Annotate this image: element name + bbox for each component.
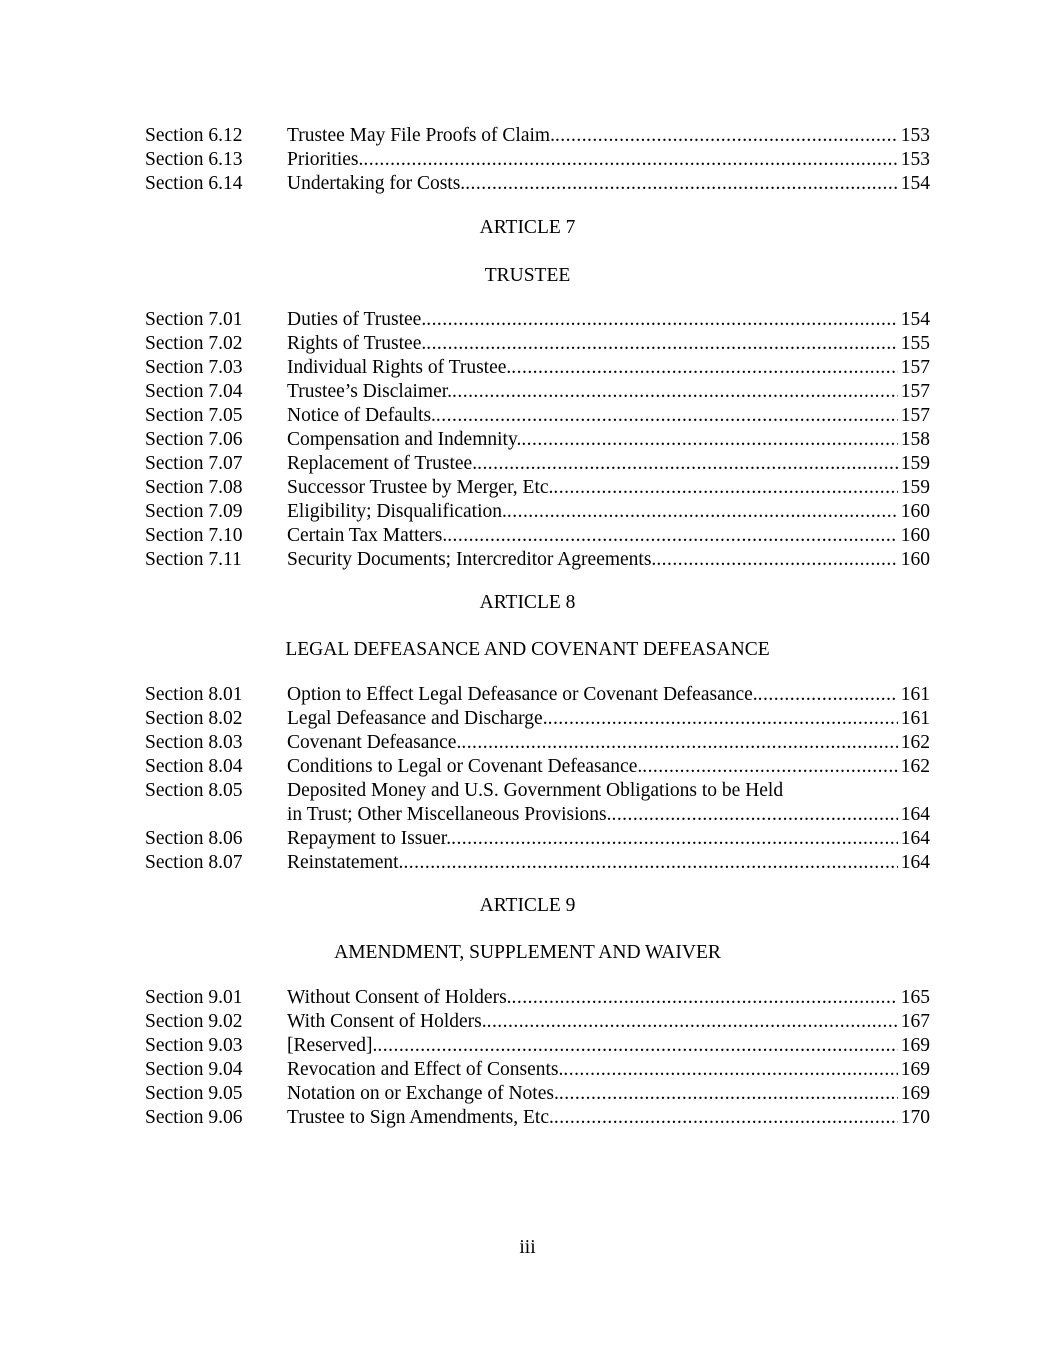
- page-reference: 162: [900, 732, 930, 753]
- section-number: Section 9.01: [145, 987, 243, 1008]
- page-reference: 161: [900, 708, 930, 729]
- section-number: Section 8.05: [145, 780, 243, 801]
- page-reference: 169: [900, 1035, 930, 1056]
- section-number: Section 8.01: [145, 684, 243, 705]
- section-number: Section 8.04: [145, 756, 243, 777]
- dot-leader: [452, 380, 898, 404]
- article-9-label: ARTICLE 9: [479, 895, 576, 916]
- page-reference: 170: [900, 1107, 930, 1128]
- toc-entry: [145, 476, 930, 500]
- section-title: Successor Trustee by Merger, Etc.: [287, 477, 554, 498]
- section-number: Section 6.12: [145, 125, 243, 146]
- toc-entry: [145, 124, 930, 148]
- page-reference: 164: [900, 804, 930, 825]
- toc-entry: [145, 428, 930, 452]
- dot-leader: [426, 332, 898, 356]
- section-title: Trustee to Sign Amendments, Etc.: [287, 1107, 554, 1128]
- page-reference: 157: [900, 381, 930, 402]
- section-number: Section 7.03: [145, 357, 243, 378]
- toc-entry: [145, 404, 930, 428]
- toc-entry: [145, 356, 930, 380]
- page-reference: 157: [900, 405, 930, 426]
- section-number: Section 6.14: [145, 173, 243, 194]
- section-number: Section 9.05: [145, 1083, 243, 1104]
- section-number: Section 7.11: [145, 549, 242, 570]
- toc-entry: [145, 148, 930, 172]
- toc-entry: [145, 779, 930, 803]
- section-number: Section 8.06: [145, 828, 243, 849]
- toc-entry: [145, 986, 930, 1010]
- toc-entry: [145, 524, 930, 548]
- dot-leader: [554, 1106, 898, 1130]
- section-title: Reinstatement.: [287, 852, 404, 873]
- dot-leader: [403, 851, 897, 875]
- section-number: Section 7.07: [145, 453, 243, 474]
- toc-entry: [145, 755, 930, 779]
- section-number: Section 7.02: [145, 333, 243, 354]
- section-number: Section 9.03: [145, 1035, 243, 1056]
- section-title: Security Documents; Intercreditor Agreements.: [287, 549, 657, 570]
- section-number: Section 8.02: [145, 708, 243, 729]
- section-title: [Reserved].: [287, 1035, 378, 1056]
- section-number: Section 6.13: [145, 149, 243, 170]
- section-number: Section 9.06: [145, 1107, 243, 1128]
- section-title: Eligibility; Disqualification.: [287, 501, 507, 522]
- section-title: Deposited Money and U.S. Government Obligations to be Held: [287, 780, 784, 801]
- dot-leader: [563, 1058, 897, 1082]
- section-number: Section 9.04: [145, 1059, 243, 1080]
- section-number: Section 8.07: [145, 852, 243, 873]
- section-title: Revocation and Effect of Consents.: [287, 1059, 564, 1080]
- section-number: Section 7.05: [145, 405, 243, 426]
- dot-leader: [642, 755, 898, 779]
- article-7-label: ARTICLE 7: [479, 217, 576, 238]
- section-title-continuation: in Trust; Other Miscellaneous Provisions.: [287, 804, 612, 825]
- page-reference: 169: [900, 1083, 930, 1104]
- section-number: Section 8.03: [145, 732, 243, 753]
- dot-leader: [377, 1034, 897, 1058]
- section-number: Section 7.01: [145, 309, 243, 330]
- toc-entry: [145, 172, 930, 196]
- dot-leader: [512, 986, 898, 1010]
- page-reference: 160: [900, 525, 930, 546]
- toc-entry: [145, 1058, 930, 1082]
- section-number: Section 7.10: [145, 525, 243, 546]
- section-title: Without Consent of Holders.: [287, 987, 512, 1008]
- section-title: Undertaking for Costs.: [287, 173, 466, 194]
- section-title: Replacement of Trustee.: [287, 453, 478, 474]
- section-title: Legal Defeasance and Discharge.: [287, 708, 548, 729]
- page-reference: 159: [900, 453, 930, 474]
- section-title: Notation on or Exchange of Notes.: [287, 1083, 559, 1104]
- section-title: Compensation and Indemnity.: [287, 429, 522, 450]
- toc-entry: [145, 827, 930, 851]
- article-8-label: ARTICLE 8: [479, 592, 576, 613]
- toc-entry: [145, 1106, 930, 1130]
- section-title: Rights of Trustee.: [287, 333, 427, 354]
- toc-entry: [145, 452, 930, 476]
- article-7-heading: TRUSTEE: [484, 265, 571, 286]
- section-number: Section 9.02: [145, 1011, 243, 1032]
- page-reference: 158: [900, 429, 930, 450]
- section-title: Duties of Trustee.: [287, 309, 427, 330]
- section-title: Conditions to Legal or Covenant Defeasance.: [287, 756, 643, 777]
- dot-leader: [451, 827, 898, 851]
- article-9-heading: AMENDMENT, SUPPLEMENT AND WAIVER: [334, 942, 721, 963]
- toc-entry: [145, 308, 930, 332]
- dot-leader: [461, 731, 897, 755]
- section-title: Option to Effect Legal Defeasance or Covenant Defeasance.: [287, 684, 758, 705]
- section-number: Section 7.08: [145, 477, 243, 498]
- dot-leader: [521, 428, 897, 452]
- dot-leader: [548, 707, 898, 731]
- section-title: Covenant Defeasance.: [287, 732, 462, 753]
- section-title: Certain Tax Matters.: [287, 525, 448, 546]
- section-title: With Consent of Holders.: [287, 1011, 487, 1032]
- dot-leader: [426, 308, 898, 332]
- section-title: Notice of Defaults.: [287, 405, 436, 426]
- dot-leader: [363, 148, 897, 172]
- section-title: Trustee May File Proofs of Claim.: [287, 125, 555, 146]
- page-reference: 164: [900, 852, 930, 873]
- section-title: Individual Rights of Trustee.: [287, 357, 512, 378]
- toc-entry: [145, 1034, 930, 1058]
- section-title: Repayment to Issuer.: [287, 828, 452, 849]
- dot-leader: [465, 172, 898, 196]
- toc-entry: [145, 332, 930, 356]
- page-reference: 160: [900, 501, 930, 522]
- page-reference: 153: [900, 149, 930, 170]
- dot-leader: [447, 524, 898, 548]
- toc-entry: [145, 1010, 930, 1034]
- section-number: Section 7.09: [145, 501, 243, 522]
- dot-leader: [507, 500, 898, 524]
- section-number: Section 7.06: [145, 429, 243, 450]
- dot-leader: [559, 1082, 898, 1106]
- toc-entry: [145, 707, 930, 731]
- dot-leader: [477, 452, 898, 476]
- page-reference: 169: [900, 1059, 930, 1080]
- toc-entry: [145, 851, 930, 875]
- page-reference: 159: [900, 477, 930, 498]
- toc-entry: [145, 1082, 930, 1106]
- page-reference: 165: [900, 987, 930, 1008]
- page-reference: 153: [900, 125, 930, 146]
- dot-leader: [511, 356, 897, 380]
- page-reference: 154: [900, 173, 930, 194]
- toc-entry: [145, 683, 930, 707]
- section-title: Priorities.: [287, 149, 364, 170]
- page-reference: 155: [900, 333, 930, 354]
- toc-entry: [145, 500, 930, 524]
- section-number: Section 7.04: [145, 381, 243, 402]
- toc-entry-continuation: [145, 803, 930, 827]
- dot-leader: [553, 476, 897, 500]
- toc-entry: [145, 380, 930, 404]
- toc-entry: [145, 548, 930, 572]
- dot-leader: [436, 404, 898, 428]
- dot-leader: [487, 1010, 898, 1034]
- page-reference: 154: [900, 309, 930, 330]
- page-reference: 160: [900, 549, 930, 570]
- dot-leader: [656, 548, 897, 572]
- page-reference: 157: [900, 357, 930, 378]
- page-reference: 167: [900, 1011, 930, 1032]
- page-number: iii: [519, 1237, 536, 1258]
- dot-leader: [555, 124, 898, 148]
- toc-entry: [145, 731, 930, 755]
- page-reference: 161: [900, 684, 930, 705]
- article-8-heading: LEGAL DEFEASANCE AND COVENANT DEFEASANCE: [285, 639, 770, 660]
- page-reference: 164: [900, 828, 930, 849]
- page-reference: 162: [900, 756, 930, 777]
- section-title: Trustee’s Disclaimer.: [287, 381, 453, 402]
- dot-leader: [611, 803, 897, 827]
- dot-leader: [758, 683, 898, 707]
